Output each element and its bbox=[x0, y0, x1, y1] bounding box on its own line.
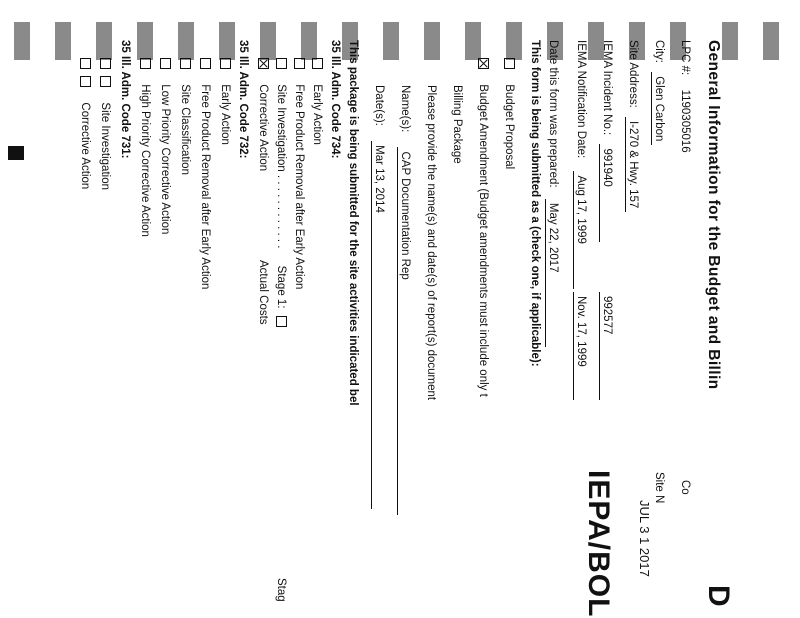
iema-incident-value-1: 991940 bbox=[599, 144, 614, 242]
iema-notification-value-2: Nov. 17, 1999 bbox=[573, 292, 588, 400]
site-name-label: Site N bbox=[653, 472, 665, 504]
budget-amendment-checkbox[interactable] bbox=[478, 58, 489, 69]
c734-corrective-action-checkbox[interactable] bbox=[258, 58, 269, 69]
c734-early-action-checkbox[interactable] bbox=[312, 58, 323, 69]
c731-corrective-action-checkbox-2[interactable] bbox=[80, 76, 91, 87]
names-label: Name(s): bbox=[399, 85, 411, 133]
billing-package-label: Billing Package bbox=[451, 85, 463, 164]
iema-notification-label: IEMA Notification Date: bbox=[575, 40, 587, 159]
lpc-label: LPC #: bbox=[679, 40, 691, 76]
date-prepared-value: May 22, 2017 bbox=[545, 199, 560, 347]
option-budget-amendment bbox=[476, 58, 490, 397]
c734-early-action bbox=[310, 58, 324, 145]
package-heading: This package is being submitted for the site activities indicated bel bbox=[347, 40, 359, 406]
received-stamp: IEPA/BOL bbox=[582, 470, 615, 618]
city-label: City: bbox=[653, 40, 665, 63]
stage1-checkbox[interactable] bbox=[276, 316, 287, 327]
iema-notification-value-1: Aug 17, 1999 bbox=[573, 171, 588, 289]
c732-free-product bbox=[198, 58, 212, 289]
c734-free-product-label: Free Product Removal after Early Action bbox=[293, 84, 305, 290]
budget-proposal-label: Budget Proposal bbox=[503, 84, 515, 170]
iema-incident-row bbox=[599, 40, 614, 242]
c732-low-priority-checkbox[interactable] bbox=[160, 58, 171, 69]
provide-names-text: Please provide the name(s) and date(s) of report(s) document bbox=[425, 85, 437, 401]
c731-site-investigation bbox=[98, 58, 112, 190]
c731-corrective-action-label: Corrective Action bbox=[79, 102, 91, 190]
c732-high-priority-checkbox[interactable] bbox=[140, 58, 151, 69]
c732-high-priority-label: High Priority Corrective Action bbox=[139, 84, 151, 237]
c731-site-investigation-checkbox-2[interactable] bbox=[100, 76, 111, 87]
c731-corrective-action-checkbox[interactable] bbox=[80, 58, 91, 69]
site-address-value: I-270 & Hwy. 157 bbox=[625, 117, 640, 212]
c732-site-classification bbox=[178, 58, 192, 175]
c732-low-priority bbox=[158, 58, 172, 234]
corner-letter: D bbox=[702, 585, 735, 607]
c732-early-action-checkbox[interactable] bbox=[220, 58, 231, 69]
c734-site-investigation-checkbox[interactable] bbox=[276, 58, 287, 69]
iema-notification-row bbox=[573, 40, 588, 289]
lpc-row bbox=[678, 40, 692, 153]
county-label: Co bbox=[679, 480, 691, 495]
dates-value: Mar 13, 2014 bbox=[371, 141, 386, 509]
iema-incident-value-2: 992577 bbox=[599, 292, 614, 400]
c732-free-product-label: Free Product Removal after Early Action bbox=[199, 84, 211, 290]
city-row bbox=[651, 40, 666, 145]
site-address-row bbox=[625, 40, 640, 212]
actual-costs-label: Actual Costs bbox=[257, 260, 269, 325]
c732-low-priority-label: Low Priority Corrective Action bbox=[159, 84, 171, 235]
c731-corrective-action bbox=[78, 58, 92, 189]
budget-proposal-checkbox[interactable] bbox=[504, 58, 515, 69]
c734-site-investigation bbox=[274, 58, 288, 327]
date-prepared-row bbox=[545, 40, 560, 347]
stage1-label: Stage 1: bbox=[275, 265, 287, 309]
dates-row bbox=[371, 85, 386, 509]
option-budget-proposal bbox=[502, 58, 516, 169]
c734-free-product bbox=[292, 58, 306, 289]
stage-label: Stag bbox=[275, 578, 287, 602]
iema-incident-label: IEMA Incident No.: bbox=[601, 40, 613, 136]
c732-site-classification-checkbox[interactable] bbox=[180, 58, 191, 69]
names-value: CAP Documentation Rep bbox=[397, 147, 412, 515]
received-stamp-date: JUL 3 1 2017 bbox=[637, 500, 652, 577]
c734-early-action-label: Early Action bbox=[311, 84, 323, 145]
option-billing-package bbox=[450, 85, 464, 164]
date-prepared-label: Date this form was prepared: bbox=[547, 40, 559, 188]
c734-corrective-action-label: Corrective Action bbox=[257, 84, 269, 172]
dates-label: Date(s): bbox=[373, 85, 385, 126]
c732-high-priority bbox=[138, 58, 152, 237]
submitted-as-heading: This form is being submitted as a (check one, if applicable): bbox=[529, 40, 541, 367]
code-732-heading: 35 Ill. Adm. Code 732: bbox=[237, 40, 249, 159]
c734-site-investigation-label: Site Investigation . . . . . . . . . . . . bbox=[275, 84, 287, 249]
budget-amendment-label: Budget Amendment (Budget amendments must include only t bbox=[477, 84, 489, 397]
c732-site-classification-label: Site Classification bbox=[179, 84, 191, 175]
c734-free-product-checkbox[interactable] bbox=[294, 58, 305, 69]
c732-free-product-checkbox[interactable] bbox=[200, 58, 211, 69]
names-row bbox=[397, 85, 412, 515]
lpc-value: 1190305016 bbox=[679, 89, 691, 153]
c732-early-action-label: Early Action bbox=[219, 84, 231, 145]
site-address-label: Site Address: bbox=[627, 40, 639, 108]
c732-early-action bbox=[218, 58, 232, 145]
code-731-heading: 35 Ill. Adm. Code 731: bbox=[119, 40, 131, 159]
code-734-heading: 35 Ill. Adm. Code 734: bbox=[329, 40, 341, 159]
city-value: Glen Carbon bbox=[651, 72, 666, 145]
c734-corrective-action bbox=[256, 58, 270, 171]
c731-site-investigation-label: Site Investigation bbox=[99, 102, 111, 190]
c731-site-investigation-checkbox[interactable] bbox=[100, 58, 111, 69]
form-title: General Information for the Budget and Billin bbox=[705, 40, 722, 390]
